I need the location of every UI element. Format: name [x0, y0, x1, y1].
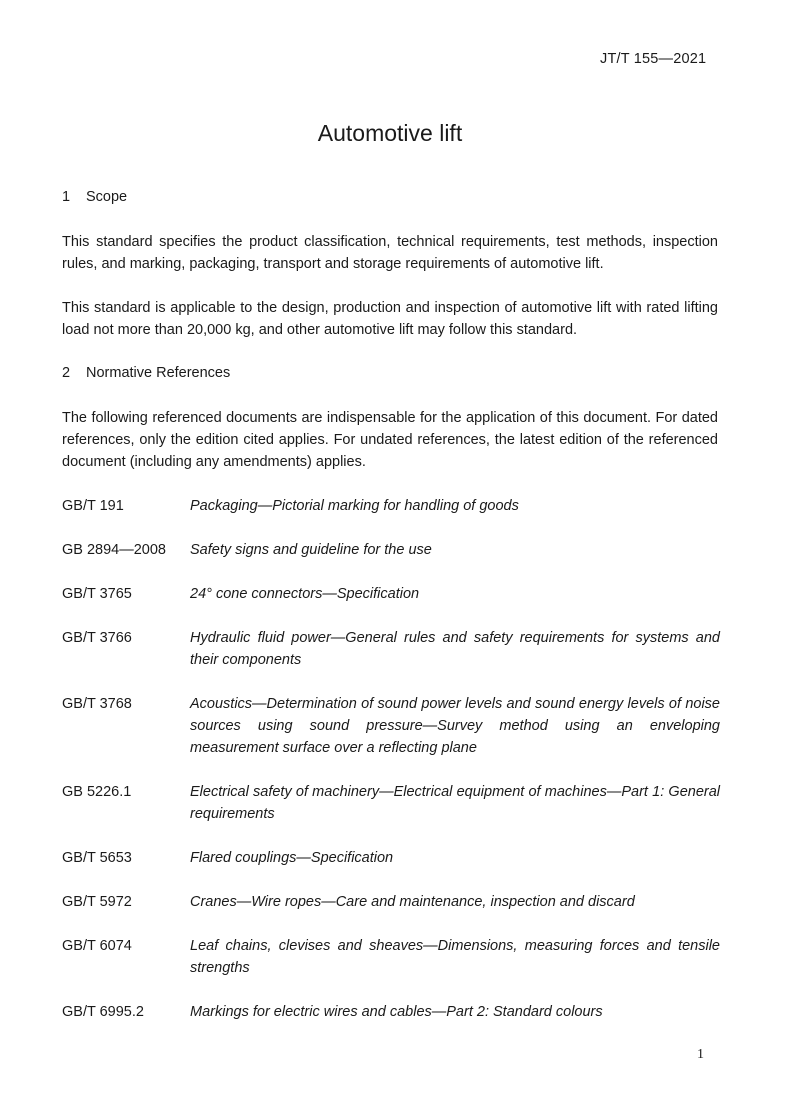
- reference-item: [62, 781, 720, 825]
- reference-title: Flared couplings—Specification: [190, 850, 394, 866]
- reference-code: GB/T 5972: [62, 894, 132, 910]
- reference-code: GB/T 3768: [62, 696, 132, 712]
- reference-item: [62, 891, 720, 913]
- reference-item: [62, 495, 720, 517]
- reference-title: Markings for electric wires and cables—Part 2: Standard colours: [190, 1004, 603, 1020]
- section-number: 2: [62, 365, 71, 381]
- page-number: 1: [697, 1047, 704, 1062]
- scope-paragraph-1: This standard specifies the product classification, technical requirements, test methods, inspection rules, and marking, packaging, transport and storage requirements of automotive lift.: [62, 234, 718, 272]
- reference-title: Acoustics—Determination of sound power levels and sound energy levels of noise sources using sound pressure—Survey method using an enveloping measurement surface over a reflecting plane: [190, 696, 720, 756]
- section-heading-normative-references: [62, 365, 230, 381]
- reference-item: [62, 847, 720, 869]
- section-title: Normative References: [86, 365, 231, 381]
- reference-code: GB/T 191: [62, 498, 124, 514]
- reference-title: Cranes—Wire ropes—Care and maintenance, inspection and discard: [190, 894, 635, 910]
- reference-item: [62, 1001, 720, 1023]
- reference-title: Electrical safety of machinery—Electrical equipment of machines—Part 1: General requirements: [190, 784, 720, 822]
- reference-code: GB/T 3765: [62, 586, 132, 602]
- reference-item: [62, 693, 720, 759]
- reference-code: GB 5226.1: [62, 784, 132, 800]
- reference-item: [62, 539, 720, 561]
- section-title: Scope: [86, 189, 128, 205]
- reference-item: [62, 627, 720, 671]
- reference-code: GB/T 6074: [62, 938, 132, 954]
- scope-paragraph-2: This standard is applicable to the design, production and inspection of automotive lift with rated lifting load not more than 20,000 kg, and other automotive lift may follow this standard.: [62, 300, 718, 338]
- document-title: Automotive lift: [317, 120, 463, 146]
- reference-title: Packaging—Pictorial marking for handling of goods: [190, 498, 519, 514]
- standard-code: JT/T 155—2021: [600, 51, 707, 67]
- reference-title: 24° cone connectors—Specification: [190, 586, 420, 602]
- reference-item: [62, 583, 720, 605]
- reference-title: Hydraulic fluid power—General rules and safety requirements for systems and their components: [190, 630, 720, 668]
- reference-code: GB/T 6995.2: [62, 1004, 144, 1020]
- section-number: 1: [62, 189, 71, 205]
- reference-code: GB 2894—2008: [62, 542, 166, 558]
- reference-code: GB/T 5653: [62, 850, 132, 866]
- reference-title: Leaf chains, clevises and sheaves—Dimensions, measuring forces and tensile strengths: [190, 938, 720, 976]
- references-intro-paragraph: The following referenced documents are indispensable for the application of this document. For dated references, only the edition cited applies. For undated references, the latest edition of the referenced document (including any amendments) applies.: [62, 410, 718, 470]
- reference-title: Safety signs and guideline for the use: [190, 542, 432, 558]
- section-heading-scope: [62, 189, 127, 205]
- reference-code: GB/T 3766: [62, 630, 132, 646]
- reference-item: [62, 935, 720, 979]
